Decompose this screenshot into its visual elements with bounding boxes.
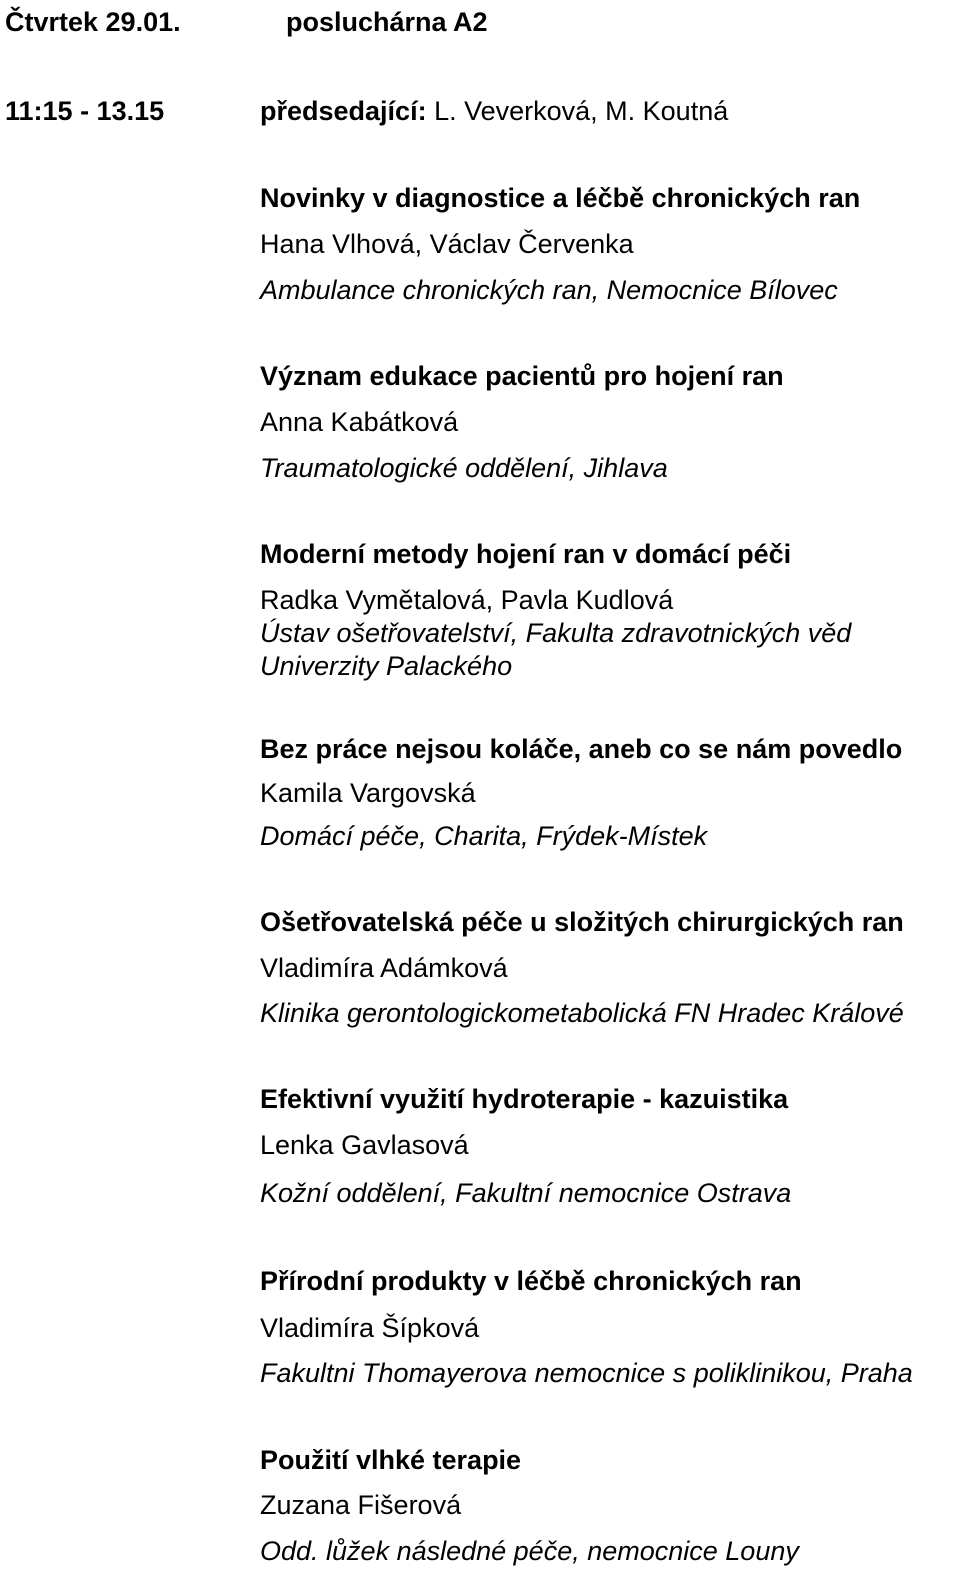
chairs-names: L. Veverková, M. Koutná <box>426 96 729 126</box>
talk-title: Bez práce nejsou koláče, aneb co se nám povedlo <box>260 734 903 764</box>
talk-affiliation: Traumatologické oddělení, Jihlava <box>260 453 668 483</box>
talk-authors: Lenka Gavlasová <box>260 1130 469 1160</box>
session-chairs <box>260 95 728 127</box>
talk-affiliation: Univerzity Palackého <box>260 651 513 681</box>
session-room: posluchárna A2 <box>286 7 488 37</box>
session-time: 11:15 - 13.15 <box>5 96 165 126</box>
talk-affiliation: Klinika gerontologickometabolická FN Hradec Králové <box>260 998 904 1028</box>
talk-affiliation: Kožní oddělení, Fakultní nemocnice Ostrava <box>260 1178 792 1208</box>
talk-title: Význam edukace pacientů pro hojení ran <box>260 361 784 391</box>
talk-authors: Zuzana Fišerová <box>260 1490 462 1520</box>
talk-authors: Anna Kabátková <box>260 407 459 437</box>
talk-authors: Vladimíra Adámková <box>260 953 508 983</box>
talk-affiliation: Domácí péče, Charita, Frýdek-Místek <box>260 821 708 851</box>
talk-title: Moderní metody hojení ran v domácí péči <box>260 539 792 569</box>
talk-authors: Hana Vlhová, Václav Červenka <box>260 229 634 259</box>
talk-title: Ošetřovatelská péče u složitých chirurgických ran <box>260 907 904 937</box>
talk-title: Efektivní využití hydroterapie - kazuistika <box>260 1084 789 1114</box>
talk-affiliation: Odd. lůžek následné péče, nemocnice Louny <box>260 1536 799 1566</box>
talk-authors: Vladimíra Šípková <box>260 1313 480 1343</box>
talk-authors: Kamila Vargovská <box>260 778 476 808</box>
talk-title: Novinky v diagnostice a léčbě chronických ran <box>260 183 861 213</box>
talk-authors: Radka Vymětalová, Pavla Kudlová <box>260 585 674 615</box>
talk-affiliation: Ústav ošetřovatelství, Fakulta zdravotnických věd <box>260 618 852 648</box>
session-day: Čtvrtek 29.01. <box>5 7 181 37</box>
chairs-label: předsedající: <box>260 96 427 126</box>
talk-affiliation: Ambulance chronických ran, Nemocnice Bílovec <box>260 275 838 305</box>
talk-title: Přírodní produkty v léčbě chronických ran <box>260 1266 802 1296</box>
talk-affiliation: Fakultni Thomayerova nemocnice s poliklinikou, Praha <box>260 1358 913 1388</box>
talk-title: Použití vlhké terapie <box>260 1445 522 1475</box>
